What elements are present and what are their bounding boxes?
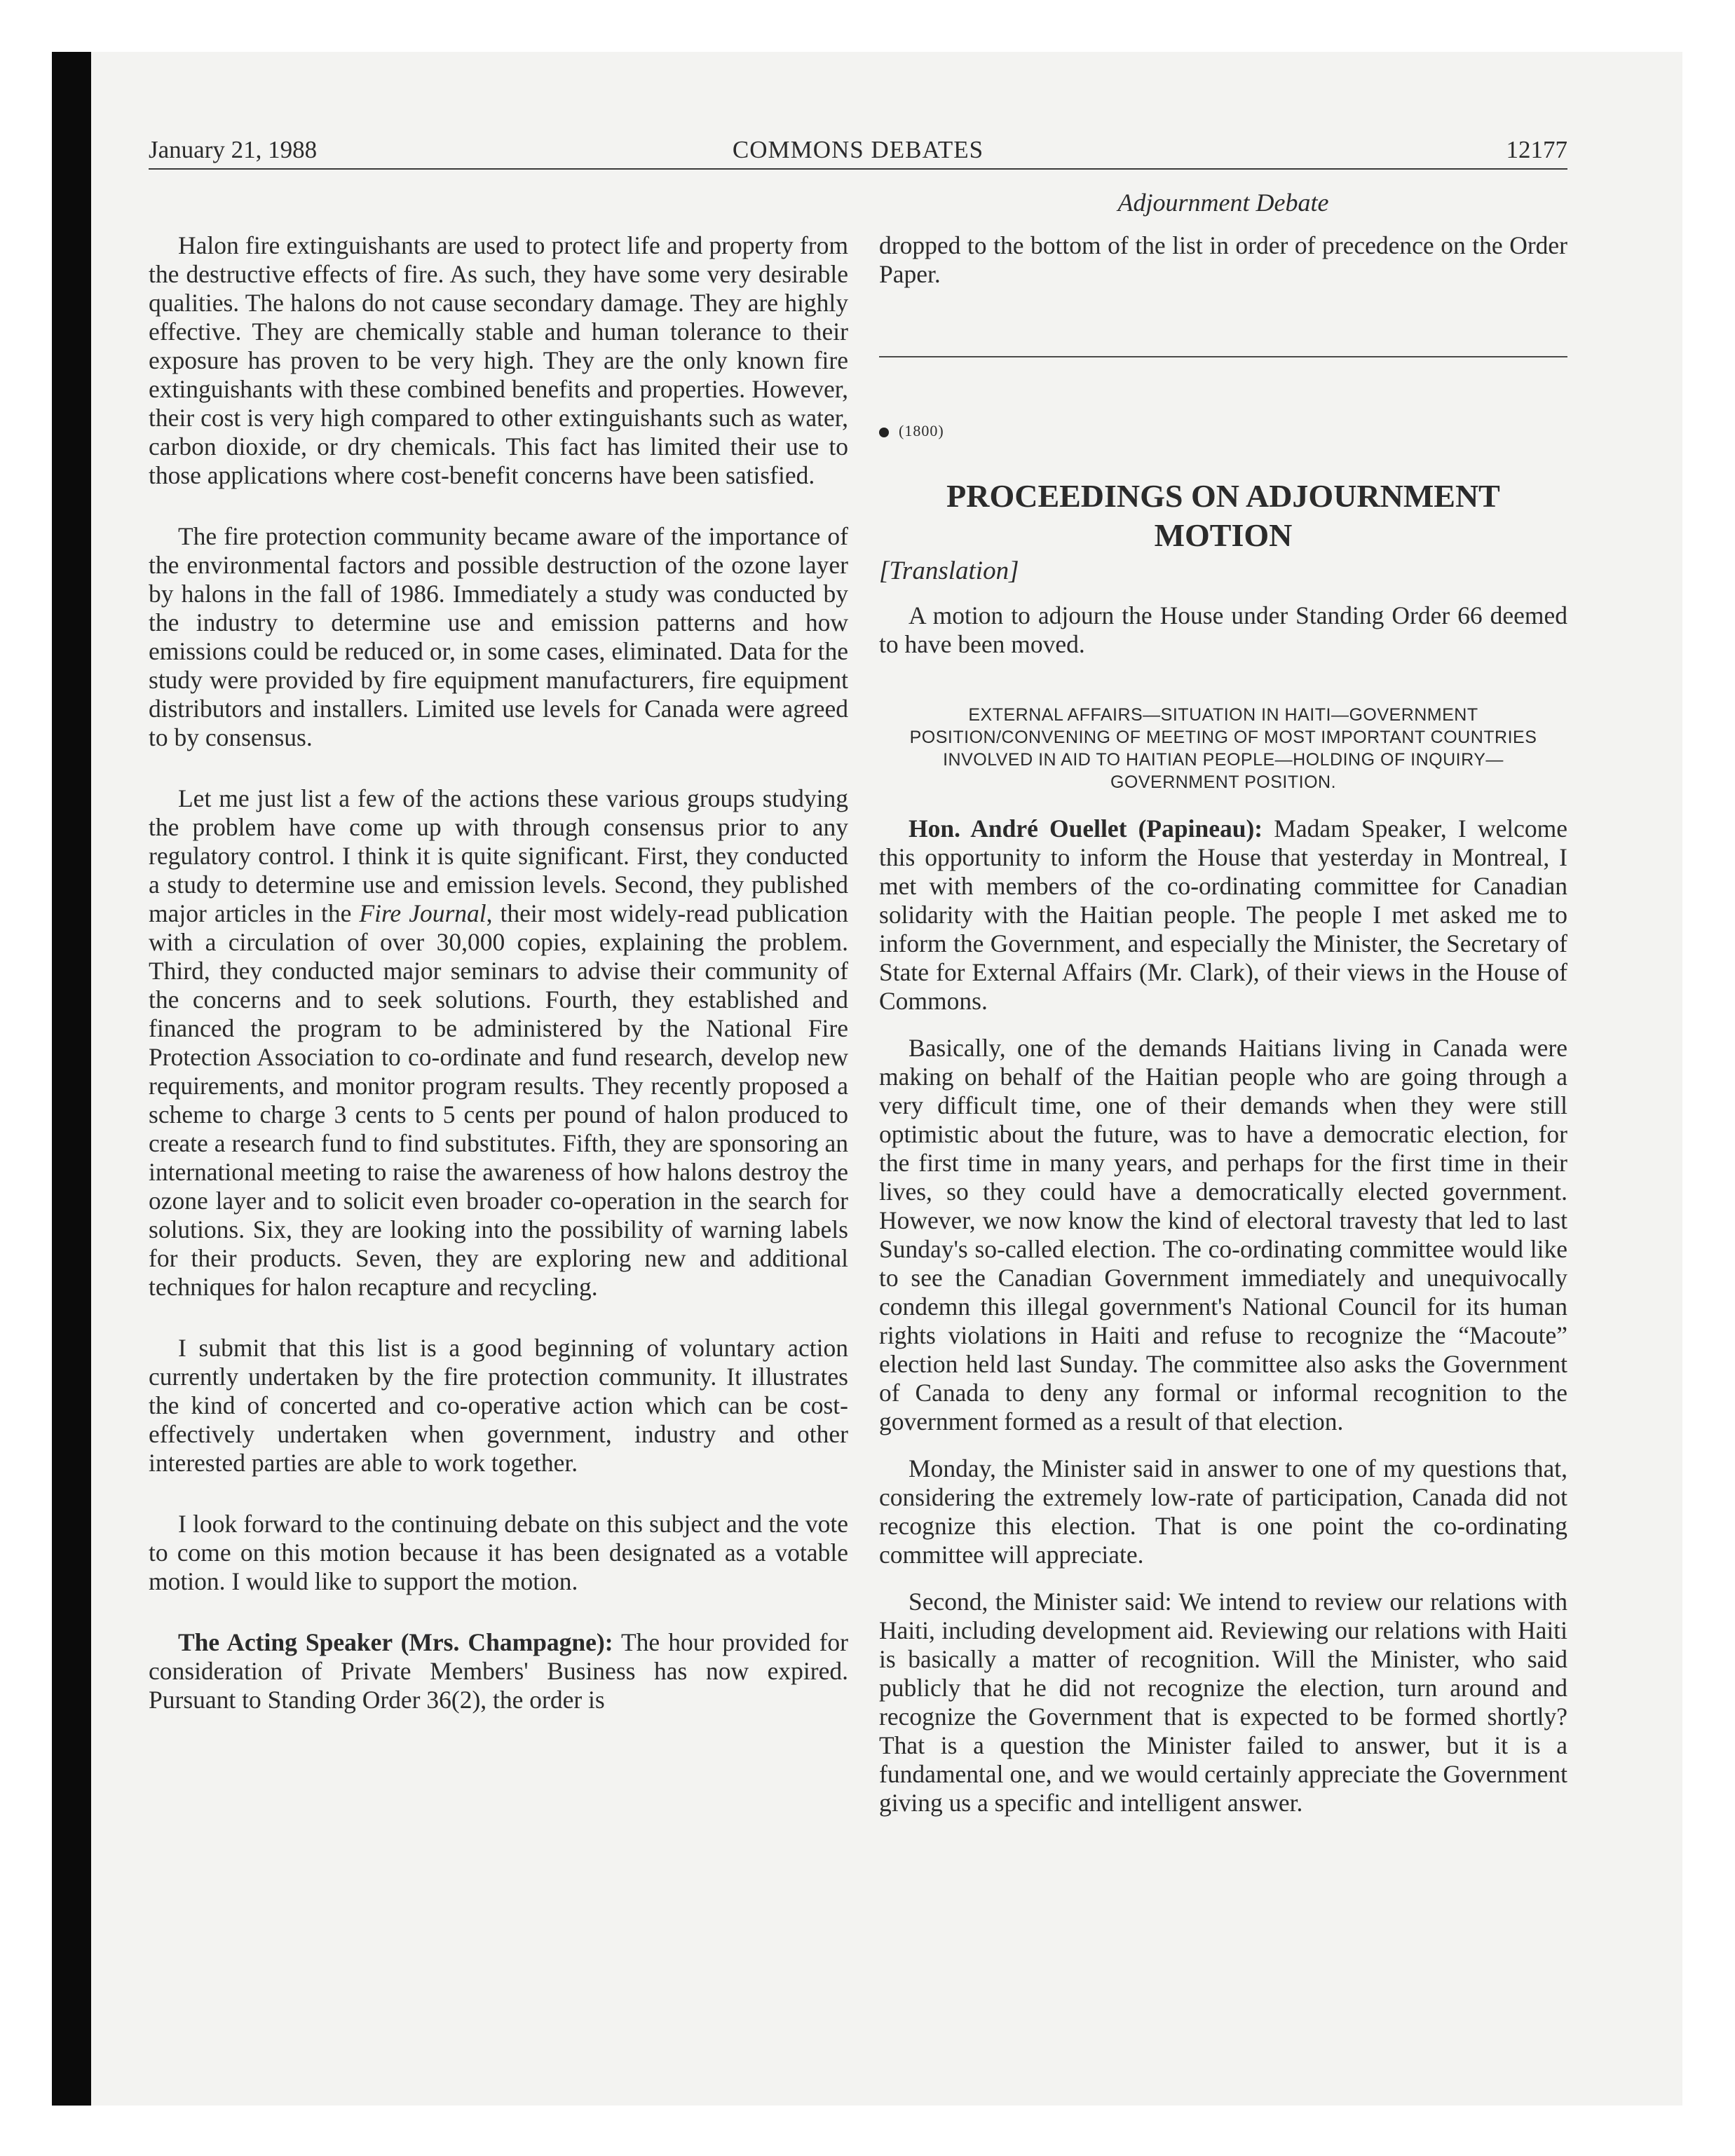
left-paragraph-2: The fire protection community became aware of the importance of the environmental factors and possible destruction of the ozone layer by halons in the fall of 1986. Immediately a study was conducted by the industry to determine use and emission patterns and how emissions could be reduced or, in some cases, eliminated. Data for the study were provided by fire equipment manufacturers, fire equipment distributors and installers. Limited use levels for Canada were agreed to by consensus. (149, 522, 848, 751)
header-date: January 21, 1988 (149, 136, 318, 163)
timestamp-text: (1800) (899, 422, 944, 439)
section-heading: PROCEEDINGS ON ADJOURNMENT MOTION (946, 478, 1500, 553)
left-paragraph-3-rest: , their most widely-read publication with a circulation of over 30,000 copies, explaining the problem. Third, they conducted major seminars to advise their community of the concerns and to seek solutions. Fourth, they established and financed the program to be administered by the National Fire Protection Association to co-ordinate and fund research, develop new requirements, and monitor program results. They recently proposed a scheme to charge 3 cents to 5 cents per pound of halon produced to create a research fund to find substitutes. Fifth, they are sponsoring an international meeting to raise the awareness of how halons destroy the ozone layer and to solicit even broader co-operation in the search for solutions. Six, they are looking into the possibility of warning labels for their products. Seven, they are exploring new and additional techniques for halon recapture and recycling. (149, 899, 848, 1301)
left-paragraph-3 (149, 784, 848, 1302)
right-paragraph-1 (879, 814, 1567, 1016)
bullet-icon (879, 428, 889, 437)
right-column-body (879, 814, 1567, 1836)
timestamp (879, 421, 944, 442)
section-caption: Adjournment Debate (1117, 189, 1329, 217)
speaker-name-ouellet: Hon. André Ouellet (Papineau): (909, 814, 1263, 842)
section-divider (879, 356, 1567, 357)
running-head (149, 136, 1567, 172)
speaker-name: The Acting Speaker (Mrs. Champagne): (178, 1628, 613, 1656)
left-column (149, 231, 848, 1747)
right-paragraph-4: Second, the Minister said: We intend to review our relations with Haiti, including development aid. Reviewing our relations with Haiti is basically a matter of recognition. Will the Minister, who said publicly that he did not recognize the election, turn around and recognize the Government that is expected to be formed shortly? That is a question the Minister failed to answer, but it is a fundamental one, and we would certainly appreciate the Government giving us a specific and intelligent answer. (879, 1588, 1567, 1817)
left-paragraph-6 (149, 1628, 848, 1714)
continuation-text: dropped to the bottom of the list in order of precedence on the Order Paper. (879, 231, 1567, 288)
debate-topic: EXTERNAL AFFAIRS—SITUATION IN HAITI—GOVERNMENT POSITION/CONVENING OF MEETING OF MOST IMPORTANT COUNTRIES INVOLVED IN AID TO HAITIAN PEOPLE—HOLDING OF INQUIRY—GOVERNMENT POSITION. (909, 705, 1537, 792)
right-paragraph-1-text: Madam Speaker, I welcome this opportunity to inform the House that yesterday in Montreal, I met with members of the co-ordinating committee for Canadian solidarity with the Haitian people. The people I met asked me to inform the Government, and especially the Minister, the Secretary of State for External Affairs (Mr. Clark), of their views in the House of Commons. (879, 814, 1567, 1015)
left-paragraph-4: I submit that this list is a good beginning of voluntary action currently undertaken by the fire protection community. It illustrates the kind of concerted and co-operative action which can be cost-effectively undertaken when government, industry and other interested parties are able to work together. (149, 1334, 848, 1477)
translation-note: [Translation] (879, 557, 1019, 585)
left-paragraph-5: I look forward to the continuing debate on this subject and the vote to come on this motion because it has been designated as a votable motion. I would like to support the motion. (149, 1510, 848, 1595)
right-column-top (879, 231, 1567, 307)
header-rule (149, 168, 1567, 170)
motion-text: A motion to adjourn the House under Standing Order 66 deemed to have been moved. (879, 601, 1567, 658)
left-paragraph-3-start: Let me just list a few of the actions these various groups studying the problem have come up with through consensus prior to any regulatory control. I think it is quite significant. First, they conducted a study to determine use and emission levels. Second, they published major articles in the (149, 784, 848, 927)
header-page-number: 12177 (1506, 136, 1567, 163)
right-paragraph-3: Monday, the Minister said in answer to one of my questions that, considering the extremely low-rate of participation, Canada did not recognize this election. That is one point the co-ordinating committee will appreciate. (879, 1454, 1567, 1569)
left-paragraph-6-text: The hour provided for consideration of Private Members' Business has now expired. Pursuant to Standing Order 36(2), the order is (149, 1628, 848, 1714)
right-paragraph-2: Basically, one of the demands Haitians living in Canada were making on behalf of the Haitian people who are going through a very difficult time, one of their demands when they were still optimistic about the future, was to have a democratic election, for the first time in many years, and perhaps for the first time in their lives, so they could have a democratically elected government. However, we now know the kind of electoral travesty that led to last Sunday's so-called election. The co-ordinating committee would like to see the Canadian Government immediately and unequivocally condemn this illegal government's National Council for its human rights violations in Haiti and refuse to recognize the “Macoute” election held last Sunday. The committee also asks the Government of Canada to deny any formal or informal recognition to the government formed as a result of that election. (879, 1034, 1567, 1435)
left-paragraph-1: Halon fire extinguishants are used to protect life and property from the destructive effects of fire. As such, they have some very desirable qualities. The halons do not cause secondary damage. They are highly effective. They are chemically stable and human tolerance to their exposure has proven to be very high. They are the only known fire extinguishants with these combined benefits and properties. However, their cost is very high compared to other extinguishants such as water, carbon dioxide, or dry chemicals. This fact has limited their use to those applications where cost-benefit concerns have been satisfied. (149, 231, 848, 489)
header-title: COMMONS DEBATES (732, 136, 984, 163)
binding-edge (52, 52, 91, 2106)
publication-title: Fire Journal (359, 899, 487, 927)
